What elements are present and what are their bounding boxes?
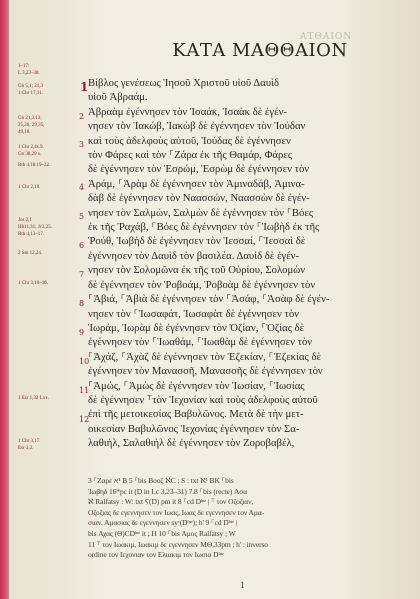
margin-ref: 1 Chr 3,10–16. (18, 281, 48, 286)
apparatus-line: bis Αχας (Θ)CDˡⁿᵉ it ; H 10 ⸀bis Αμος Ralfatsy ; W (88, 528, 236, 538)
text-line: ⸀Ἀμώς, ⸀Ἀμὼς δὲ ἐγέννησεν τὸν Ἰωσίαν, ⸀Ἰωσίας (88, 379, 305, 392)
text-line: ἐπὶ τῆς μετοικεσίας Βαβυλῶνος. Μετὰ δὲ τὴν μετ- (88, 408, 304, 421)
text-line: δὲ ἐγέννησεν ⸆τὸν Ἰεχονίαν καὶ τοὺς ἀδελφοὺς αὐτοῦ (88, 393, 318, 406)
apparatus-line: Ἰωβηδ 16*pc it (D in Lc 3,23–31) 7.8 ⸀bis (recte) Ασα (88, 486, 248, 496)
apparatus-line: ordine τον Ιεχονιαν τον Ελιακιμ τον Ιωσια Dˡⁿᵉ (88, 550, 224, 560)
apparatus-line: 11 ⸆ τον Ιωακιμ, Ιωακιμ δε εγεννησεν MΘ,33pm ; h' : inverso (88, 539, 268, 549)
margin-ref: Gn 38,29 s. (18, 152, 42, 157)
margin-ref: 1–17: (18, 64, 30, 69)
text-line: νησεν τὸν ⸀Ἰωσαφάτ, Ἰωσαφὰτ δὲ ἐγέννησεν τὸν (88, 307, 300, 320)
margin-ref: 49,10. (18, 130, 31, 135)
verse-number: 12 (79, 415, 90, 424)
text-line: Ἰωράμ, Ἰωρὰμ δὲ ἐγέννησεν τὸν Ὀζίαν, ⸀Ὀζίας δὲ (88, 321, 305, 334)
text-line: Ἀβραὰμ ἐγέννησεν τὸν Ἰσαάκ, Ἰσαὰκ δὲ ἐγέν- (88, 105, 287, 118)
apparatus-line: Οζοζιας δε εγεννησεν τον Ιωας, Ιωας δε εγεννησεν τον Αμα- (88, 507, 264, 517)
text-line: λαθιήλ, Σαλαθιὴλ δὲ ἐγέννησεν τὸν Ζοροβαβέλ, (88, 437, 295, 450)
verse-number: 9 (79, 328, 85, 337)
text-line: Ἀράμ, ⸀Ἀρὰμ δὲ ἐγέννησεν τὸν Ἀμιναδάβ, Ἀμινα- (88, 177, 305, 190)
margin-ref: 1 Chr 2,4s.9. (18, 145, 44, 150)
page-number: 1 (240, 580, 245, 590)
margin-ref: 1 Chr 2,10. (18, 185, 41, 190)
text-line: δὰβ δὲ ἐγέννησεν τὸν Ναασσών, Ναασσὼν δὲ ἐγέν- (88, 192, 310, 205)
margin-ref: Rth 4,18.19–22. (18, 163, 51, 168)
text-line: ἐκ τῆς Ῥαχάβ, ⸀Βόες δὲ ἐγέννησεν τὸν ⸀Ἰωβὴδ ἐκ τῆς (88, 221, 320, 234)
text-line: οικεσίαν Βαβυλῶνος Ἰεχονίας ἐγέννησεν τὸν Σα- (88, 422, 300, 435)
margin-ref: 25,26; 29,35; (18, 123, 45, 128)
verse-number: 2 (79, 112, 85, 121)
margin-ref: Esr 3,2. (18, 446, 34, 451)
page-edge-gilding (0, 0, 9, 599)
apparatus-line: ℵ Ralfatsy : W: txt Ⲋ(D) pm it 8 ⸀cd Dˡⁿᵉ | ⸆ τον Οζοζιαν, (88, 497, 254, 507)
margin-ref: Gn 21,3.12; (18, 116, 42, 121)
margin-ref: L 3,23–38. (18, 71, 40, 76)
verse-text (88, 76, 406, 451)
margin-ref: Hb11,31; Jc2,25. (18, 225, 52, 230)
text-line: ⸀Ἀβιά, ⸀Ἀβιὰ δὲ ἐγέννησεν τὸν ⸀Ἀσάφ, ⸀Ἀσὰφ δὲ ἐγέν- (88, 293, 330, 306)
margin-ref: 1 Chr 3,17. (18, 439, 41, 444)
text-line: καὶ τοὺς ἀδελφοὺς αὐτοῦ, Ἰούδας δὲ ἐγέννησεν (88, 134, 291, 147)
text-line: τὸν Φάρες καὶ τὸν ⸀Ζάρα ἐκ τῆς Θαμάρ, Φάρες (88, 149, 293, 162)
margin-ref: Rth 4,13–17. (18, 232, 44, 237)
margin-ref: Gn 5,1; 21,3 (18, 84, 43, 89)
margin-ref: 1 Esr 1,32 Lxx. (18, 396, 49, 401)
text-line: ἐγέννησεν τὸν Μανασσῆ, Μανασσῆς δὲ ἐγέννησεν τὸν (88, 365, 323, 378)
text-line: Βίβλος γενέσεως Ἰησοῦ Χριστοῦ υἱοῦ Δαυὶδ (88, 77, 279, 89)
margin-ref: 2 Sm 12,24. (18, 251, 43, 256)
verse-number: 6 (79, 241, 85, 250)
verse-number: 3 (79, 140, 85, 149)
text-line: ἐγέννησεν τὸν ⸀Ἰωαθάμ, ⸀Ἰωαθὰμ δὲ ἐγέννησεν τὸν (88, 336, 313, 349)
text-line: δὲ ἐγέννησεν τὸν Ῥοβοάμ, Ῥοβοὰμ δὲ ἐγέννησεν τὸν (88, 278, 316, 291)
critical-apparatus (88, 476, 406, 561)
cross-references (18, 0, 72, 599)
text-line: ⸀Ἀχάζ, ⸀Ἀχὰζ δὲ ἐγέννησεν τὸν Ἑζεκίαν, ⸀Ἑζεκίας δὲ (88, 350, 321, 363)
text-line: δὲ ἐγέννησεν τὸν Ἑσρώμ, Ἑσρὼμ δὲ ἐγέννησεν τὸν (88, 163, 310, 176)
text-line: ἐγέννησεν τὸν Δαυὶδ τὸν βασιλέα. Δαυὶδ δὲ ἐγέν- (88, 249, 300, 262)
margin-ref: Jos 2,1 (18, 218, 32, 223)
page-title: ΚΑΤΑ ΜΑΘΘΑΙΟΝ (172, 40, 348, 61)
margin-ref: 1 Chr 17,11. (18, 91, 43, 96)
bleed-through-text: ΑΤΘΑΙΟΝ (300, 32, 353, 42)
verse-number: 5 (79, 212, 85, 221)
verse-number: 4 (79, 183, 85, 192)
chapter-number: 1 (80, 80, 89, 94)
text-line: υἱοῦ Ἀβραάμ. (88, 91, 148, 104)
verse-number: 8 (79, 299, 85, 308)
text-line: νησεν τὸν Σαλμών, Σαλμὼν δὲ ἐγέννησεν τὸν ⸀Βόες (88, 206, 314, 219)
verse-number: 10 (79, 357, 90, 366)
text-line: νησεν τὸν Ἰακώβ, Ἰακὼβ δὲ ἐγέννησεν τὸν Ἰούδαν (88, 120, 306, 133)
apparatus-line: σιαν. Αμασιας δε εγεννησεν syᶜ(Dˡⁿᵉ); h' 9 ⸀cd Dˡⁿᵉ | (88, 518, 237, 528)
text-line: Ῥούθ, Ἰωβὴδ δὲ ἐγέννησεν τὸν Ἰεσσαί, ⸀Ἰεσσαὶ δὲ (88, 235, 306, 248)
verse-number: 11 (79, 386, 90, 395)
apparatus-line: 3 ⸀Ζαρε ℵ¹ B 5 ⸀bis Βοοζ ℵC ; S : txt ℵ¹ BK ⸀bis (88, 476, 234, 485)
verse-number: 7 (79, 270, 85, 279)
text-line: νησεν τὸν Σολομῶνα ἐκ τῆς τοῦ Οὐρίου, Σολομὼν (88, 264, 306, 277)
